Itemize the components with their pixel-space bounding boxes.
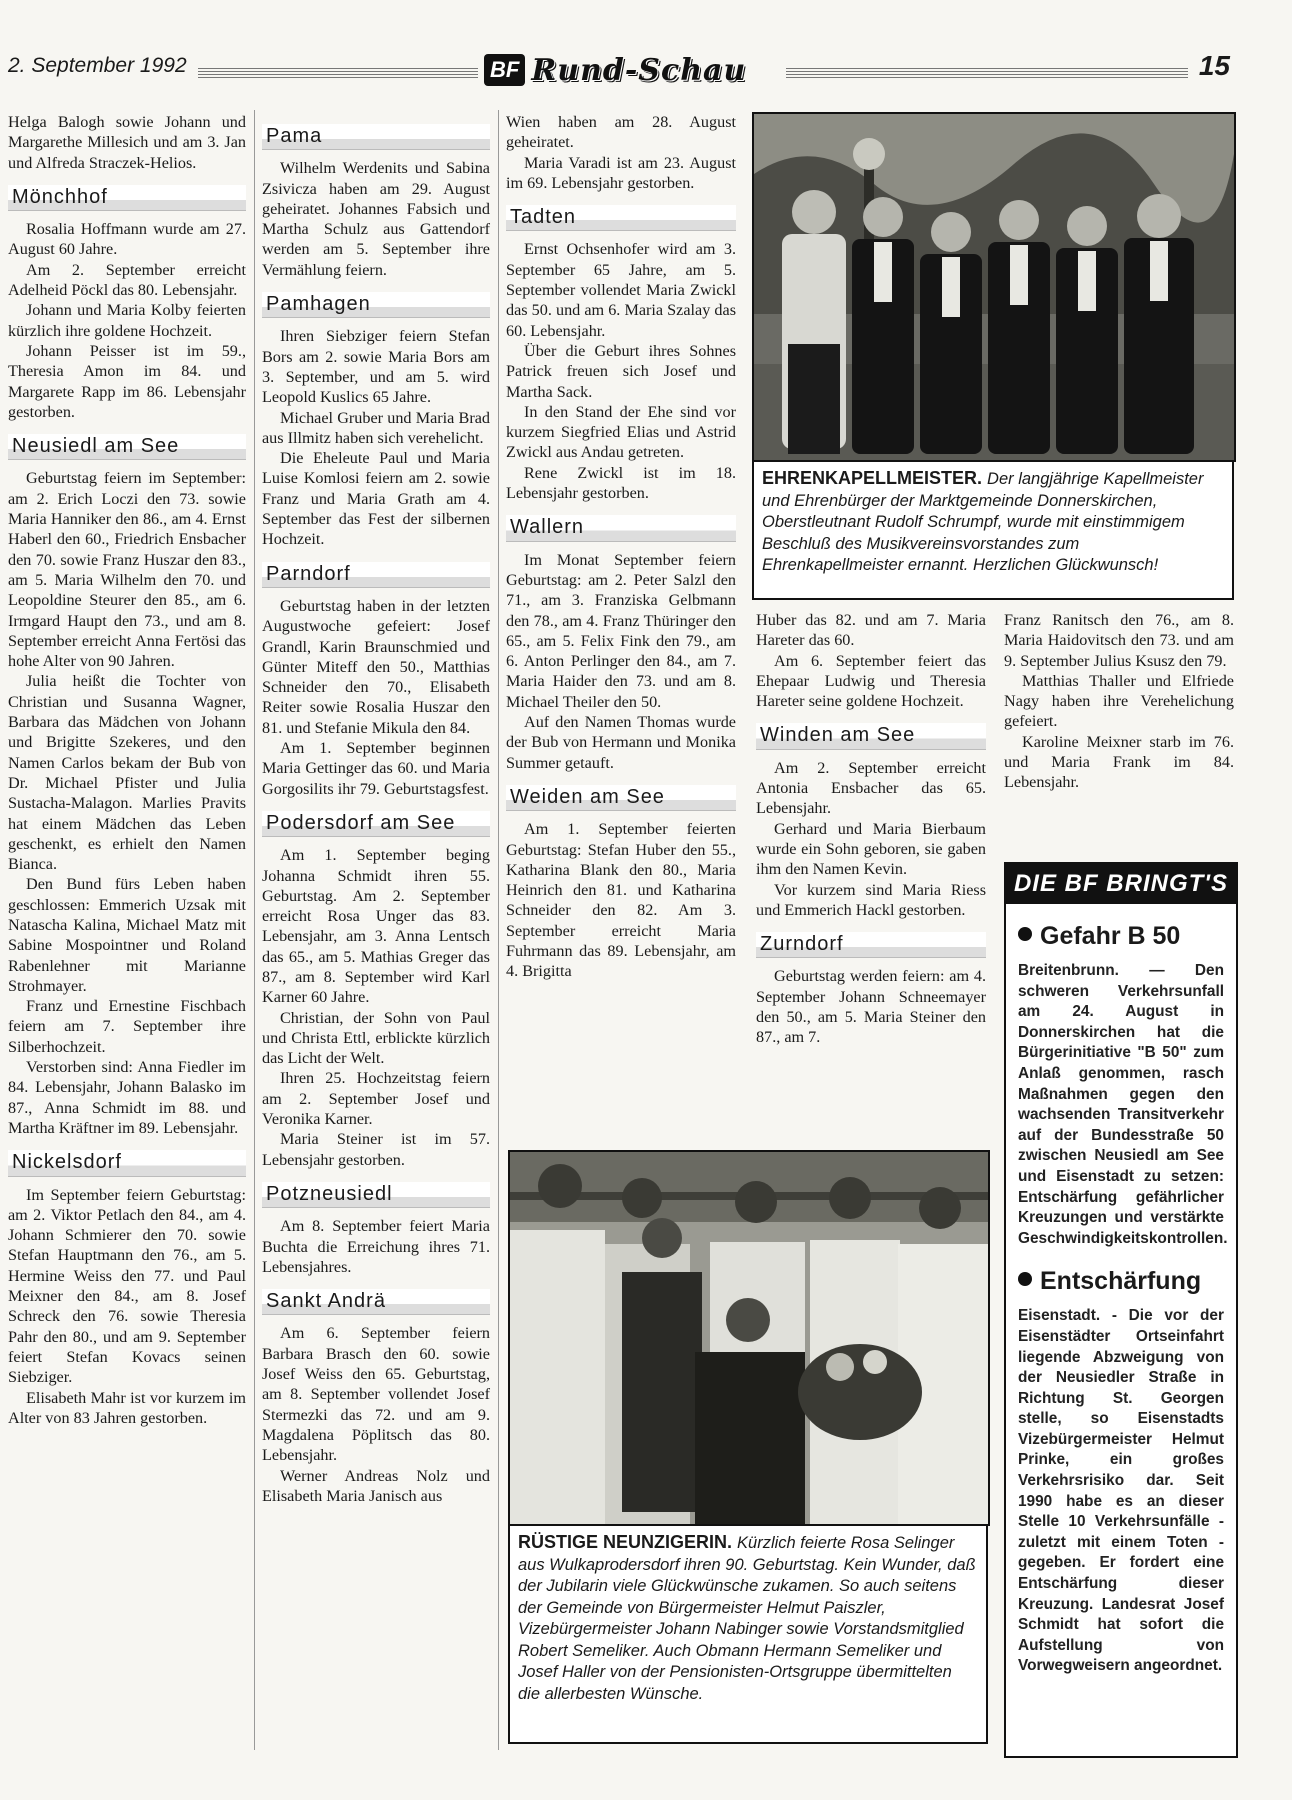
section-heading: Podersdorf am See [262,811,490,837]
column-2 [262,112,490,1506]
sidebox-heading-2 [1018,1267,1226,1296]
header-rule-right [786,68,1188,78]
section-heading: Winden am See [756,723,986,749]
article-paragraph: In den Stand der Ehe sind vor kurzem Siegfried Elias und Astrid Zwickl aus Andau getreten. [506,402,736,462]
section-heading: Wallern [506,515,736,541]
article-paragraph: Maria Steiner ist im 57. Lebensjahr gestorben. [262,1130,490,1169]
article-paragraph: Michael Gruber und Maria Brad aus Illmitz haben sich verehelicht. [262,408,490,447]
header-rule-left [198,68,478,78]
article-paragraph: Am 1. September beging Johanna Schmidt ihren 55. Geburtstag. Am 2. September erreicht Rosa Unger das 83. Lebensjahr, am 3. Anna Lentsch das 65., am 5. Mathias Greger das 87., am 8. September wird Karl Karner 60 Jahre. [262,846,490,1007]
section-heading: Nickelsdorf [8,1150,246,1176]
article-paragraph: Karoline Meixner starb im 76. und Maria Frank im 84. Lebensjahr. [1004,732,1234,792]
article-paragraph: Auf den Namen Thomas wurde der Bub von Hermann und Monika Summer getauft. [506,713,736,772]
caption-lead: RÜSTIGE NEUNZIGERIN. [518,1532,738,1552]
column-4 [756,610,986,1048]
page-header [8,50,1238,94]
bullet-dot-icon [1018,1272,1032,1286]
column-5 [1004,610,1234,793]
article-paragraph: Rene Zwickl ist im 18. Lebensjahr gestorben. [506,463,736,503]
article-paragraph: Wien haben am 28. August geheiratet. [506,113,736,152]
section-heading: Pama [262,124,490,150]
section-heading: Parndorf [262,562,490,588]
article-paragraph: Den Bund fürs Leben haben geschlossen: Emmerich Uzsak mit Natascha Kalina, Michael Matz mit Sabine Mospointner und Roland Rabenlehner mit Marianne Strohmayer. [8,875,246,995]
caption-text: Der langjährige Kapellmeister und Ehrenbürger der Marktgemeinde Donnerskirchen, Oberstleutnant Rudolf Schrumpf, wurde mit einstimmigem Beschluß des Musikvereinsvorstandes zum Ehrenkapellmeister ernannt. Herzlichen Glückwunsch! [762,470,1204,574]
article-paragraph: Im Monat September feiern Geburtstag: am 2. Peter Salzl den 71., am 3. Franziska Gelbmann den 78., am 4. Franz Thüringer den 65., am 5. Felix Fink den 79., am 6. Anton Perlinger den 84., am 7. Maria Haider den 73. und am 8. Michael Theiler den 50. [506,550,736,711]
article-paragraph: Die Eheleute Paul und Maria Luise Komlosi feiern am 2. sowie Franz und Maria Grath am 4. September das Fest der silbernen Hochzeit. [262,449,490,549]
article-paragraph: Johann und Maria Kolby feierten kürzlich ihre goldene Hochzeit. [8,301,246,340]
article-paragraph: Geburtstag haben in der letzten Augustwoche gefeiert: Josef Grandl, Karin Braunschmied und Günter Miteff den 50., Matthias Schneider den 70., Elisabeth Reiter sowie Rosalia Huszar den 81. und Stefanie Mikula den 84. [262,596,490,737]
article-paragraph: Franz Ranitsch den 76., am 8. Maria Haidovitsch den 73. und am 9. September Julius Ksusz den 79. [1004,611,1234,670]
article-paragraph: Am 2. September erreicht Antonia Ensbacher das 65. Lebensjahr. [756,758,986,818]
section-heading: Mönchhof [8,185,246,211]
article-paragraph: Am 6. September feiert das Ehepaar Ludwig und Theresia Hareter seine goldene Hochzeit. [756,651,986,711]
section-heading: Tadten [506,205,736,231]
article-paragraph: Elisabeth Mahr ist vor kurzem im Alter von 83 Jahren gestorben. [8,1388,246,1427]
article-paragraph: Am 6. September feiern Barbara Brasch den 60. sowie Josef Weiss den 65. Geburtstag, am 8. September vollendet Josef Stermezki das 72. und am 9. Magdalena Pöplitsch das 80. Lebensjahr. [262,1324,490,1465]
sidebox-heading-1 [1018,922,1226,951]
article-paragraph: Geburtstag feiern im September: am 2. Erich Loczi den 73. sowie Maria Hanniker den 86., am 4. Ernst Haberl den 60., Friedrich Ensbacher den 70. sowie Franz Huszar den 83., am 5. Maria Wilhelm den 70. und Leopoldine Steurer den 85., am 6. Irmgard Haupt den 73., und am 8. September erreicht Anna Fertösi das hohe Alter von 90 Jahren. [8,469,246,671]
article-paragraph: Am 1. September beginnen Maria Gettinger das 60. und Maria Gorgosilits ihr 79. Geburtstagsfest. [262,739,490,798]
article-paragraph: Über die Geburt ihres Sohnes Patrick freuen sich Josef und Martha Sack. [506,341,736,401]
logo-bf: BF [484,54,525,86]
article-paragraph: Ernst Ochsenhofer wird am 3. September 65 Jahre, am 5. September vollendet Maria Zwickl das 50. und am 6. Maria Szalay das 60. Lebensjahr. [506,240,736,340]
article-paragraph: Johann Peisser ist im 59., Theresia Amon im 84. und Margarete Rapp im 86. Lebensjahr gestorben. [8,341,246,421]
article-paragraph: Werner Andreas Nolz und Elisabeth Maria Janisch aus [262,1466,490,1505]
section-heading: Sankt Andrä [262,1289,490,1315]
article-paragraph: Maria Varadi ist am 23. August im 69. Lebensjahr gestorben. [506,153,736,192]
article-paragraph: Julia heißt die Tochter von Christian und Susanna Wagner, Barbara das Mädchen von Johann und Brigitte Szekeres, und den Namen Carlos bekam der Bub von Dr. Michael Pfister und Julia Sustacha-Malagon. Marlies Pravits hat einem Mädchen das Leben geschenkt, es erhielt den Namen Bianca. [8,672,246,874]
article-paragraph: Wilhelm Werdenits und Sabina Zsivicza haben am 29. August geheiratet. Johannes Fabsich und Martha Schulz aus Gattendorf werden am 5. September ihre Vermählung feiern. [262,159,490,279]
article-paragraph: Christian, der Sohn von Paul und Christa Ettl, erblickte kürzlich das Licht der Welt. [262,1008,490,1068]
caption-musicians [752,460,1234,600]
column-1 [8,112,246,1428]
column-divider [498,110,499,1750]
caption-lead: EHRENKAPELLMEISTER. [762,468,988,488]
article-paragraph: Franz und Ernestine Fischbach feiern am 7. September ihre Silberhochzeit. [8,997,246,1056]
article-paragraph: Matthias Thaller und Elfriede Nagy haben ihre Verehelichung gefeiert. [1004,671,1234,731]
article-paragraph: Verstorben sind: Anna Fiedler im 84. Lebensjahr, Johann Balasko im 87., Anna Schmidt im 88. und Martha Kräftner im 89. Lebensjahr. [8,1058,246,1137]
sidebox-heading-text: Gefahr B 50 [1040,922,1181,950]
caption-birthday [508,1524,988,1744]
bullet-dot-icon [1018,927,1032,941]
article-paragraph: Im September feiern Geburtstag: am 2. Viktor Petlach den 84., am 4. Johann Schmierer den 70. sowie Stefan Hauptmann den 76., am 5. Hermine Weiss den 77. und Paul Meixner den 84., am 8. Josef Schreck den 76. sowie Theresia Pahr den 80., und am 9. September feiert Stefan Kovacs seinen Siebziger. [8,1185,246,1387]
issue-date: 2. September 1992 [8,54,187,77]
article-paragraph: Am 1. September feierten Geburtstag: Stefan Huber den 55., Katharina Blank den 80., Maria Heinrich den 81. und Katharina Schneider den 82. Am 3. September erreicht Maria Fuhrmann das 89. Lebensjahr, am 4. Brigitta [506,820,736,981]
photo-musicians [752,112,1236,462]
article-paragraph: Am 2. September erreicht Adelheid Pöckl das 80. Lebensjahr. [8,260,246,300]
section-heading: Potzneusiedl [262,1182,490,1208]
article-paragraph: Helga Balogh sowie Johann und Margarethe Millesich und am 3. Jan und Alfreda Straczek-Helios. [8,113,246,172]
sidebox-heading-text: Entschärfung [1040,1267,1202,1296]
column-divider [254,110,255,1750]
sidebox-text-2: Eisenstadt. - Die vor der Eisenstädter Ortseinfahrt liegende Abzweigung von der Neusiedler Straße in Richtung St. Georgen stelle, so Eisenstadts Vizebürgermeister Helmut Prinke, ein großes Verkehrsrisiko dar. Seit 1990 habe es an dieser Stelle 10 Verkehrsunfälle - zuletzt mit einem Toten - gegeben. Er fordert eine Entschärfung dieser Kreuzung. Landesrat Josef Schmidt hat sofort die Aufstellung von Vorwegweisern angeordnet. [1018,1307,1224,1675]
article-paragraph: Geburtstag werden feiern: am 4. September Johann Schneemayer den 50., am 5. Maria Steiner den 87., am 7. [756,967,986,1047]
article-paragraph: Ihren 25. Hochzeitstag feiern am 2. September Josef und Veronika Karner. [262,1069,490,1129]
masthead-logo [484,50,746,90]
sidebox-text-1: Breitenbrunn. — Den schweren Verkehrsunfall am 24. August in Donnerskirchen hat die Bürgerinitiative "B 50" zum Anlaß genommen, rasch Maßnahmen gegen den wachsenden Transitverkehr auf der Bundesstraße 50 zwischen Neusiedl am See und Eisenstadt zu setzen: Entschärfung gefährlicher Kreuzungen und verstärkte Geschwindigkeitskontrollen. [1018,962,1228,1247]
section-heading: Zurndorf [756,932,986,958]
section-heading: Neusiedl am See [8,434,246,460]
caption-text: Kürzlich feierte Rosa Selinger aus Wulkaprodersdorf ihren 90. Geburtstag. Kein Wunder, daß der Jubilarin viele Glückwünsche zukamen. So auch seitens der Gemeinde von Bürgermeister Helmut Paiszler, Vizebürgermeister Johann Nabinger sowie Vorstandsmitglied Robert Semeliker. Auch Obmann Hermann Semeliker und Josef Haller von der Pensionisten-Ortsgruppe übermittelten die allerbesten Wünsche. [518,1534,976,1703]
article-paragraph: Vor kurzem sind Maria Riess und Emmerich Hackl gestorben. [756,880,986,919]
article-paragraph: Ihren Siebziger feiern Stefan Bors am 2. sowie Maria Bors am 3. September, und am 5. wird Leopold Kuslics 65 Jahre. [262,327,490,407]
page-number: 15 [1198,50,1230,81]
sidebar-bf-bringts [1004,862,1238,1758]
section-heading: Weiden am See [506,785,736,811]
article-paragraph: Rosalia Hoffmann wurde am 27. August 60 Jahre. [8,220,246,259]
logo-name: Rund-Schau [531,52,747,88]
article-paragraph: Gerhard und Maria Bierbaum wurde ein Sohn geboren, sie gaben ihm den Namen Kevin. [756,819,986,879]
sidebox-title: DIE BF BRINGT'S [1006,864,1236,904]
article-paragraph: Huber das 82. und am 7. Maria Hareter das 60. [756,611,986,650]
article-paragraph: Am 8. September feiert Maria Buchta die Erreichung ihres 71. Lebensjahres. [262,1217,490,1276]
photo-birthday [508,1150,990,1526]
section-heading: Pamhagen [262,292,490,318]
column-3 [506,112,736,982]
